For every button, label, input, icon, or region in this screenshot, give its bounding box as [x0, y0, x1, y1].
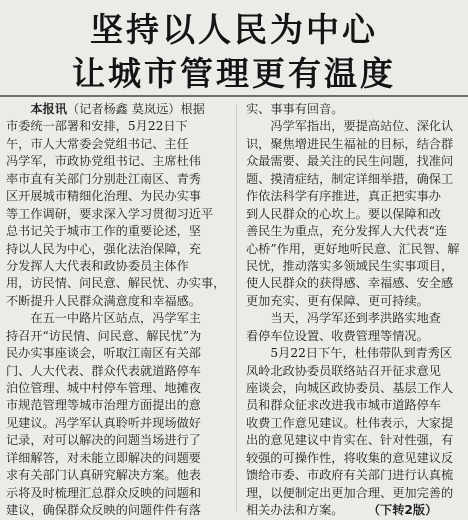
article-line: 率市直有关部门分别赴江南区、青秀: [6, 171, 201, 186]
article-line: 记录，对可以解决的问题当场进行了: [6, 433, 201, 448]
continued-on-page-2[interactable]: （下转2版）: [373, 503, 438, 518]
article-line: 使人民群众的获得感、幸福感、安全感: [246, 276, 454, 291]
article-line: 题、摸清症结，制定详细举措，确保工: [246, 171, 454, 186]
article-line: 善民生为重点，充分发挥人大代表“连: [246, 224, 448, 239]
right-column: [246, 101, 466, 520]
article-line: 示将及时梳理汇总群众反映的问题和: [6, 485, 201, 500]
article-line: 员和群众征求改进我市城市道路停车: [246, 398, 441, 413]
article-line: 民办实事座谈会，听取江南区有关部: [6, 346, 201, 361]
article-line: 建议，确保群众反映的问题件件有落: [6, 503, 201, 518]
article-line: 根据: [180, 102, 205, 116]
article-line: 更加充实、更有保障、更可持续。: [246, 293, 429, 308]
byline-reporters: （记者杨鑫 莫岚远）: [66, 102, 181, 116]
article-line: 门、人大代表、群众代表就道路停车: [6, 363, 201, 378]
article-line: 分发挥人大代表和政协委员主体作: [6, 258, 189, 273]
article-line: 5月22日下午，杜伟带队到青秀区: [246, 346, 453, 361]
article-line: 持召开“访民情、问民意、解民忧”为: [6, 328, 202, 343]
article-line: 用，访民情、问民意、解民忧、办实事，: [6, 276, 226, 291]
article-line: 座谈会，向城区政协委员、基层工作人: [246, 381, 454, 395]
article-line: 相关办法和方案。: [246, 503, 338, 518]
article-line: 不断提升人民群众满意度和幸福感。: [6, 293, 201, 308]
article-line: 实、事事有回音。: [246, 102, 344, 116]
article-line: 收费工作意见建议。杜伟表示，大家提: [246, 415, 454, 430]
headline-line-1: 坚持以人民为中心: [90, 10, 378, 49]
article-line: 冯学军，市政协党组书记、主席杜伟: [6, 154, 201, 169]
article-line: 出的意见建议中肯实在、针对性强，有: [246, 433, 454, 448]
article-line: 到人民群众的心坎上。要以保障和改: [246, 206, 441, 221]
article-line: 作依法科学有序推进，真正把实事办: [246, 189, 441, 204]
article-line: 见建议。冯学军认真聆听并现场做好: [6, 415, 201, 430]
headline-rule: [0, 95, 468, 97]
headline-line-2: 让城市管理更有温度: [72, 54, 396, 93]
article-line: 识，聚焦增进民生福祉的目标，结合群: [246, 136, 454, 151]
byline-prefix: 本报讯: [30, 102, 67, 116]
article-line: 求有关部门认真研究解决方案。他表: [6, 468, 201, 483]
article-line: 持以人民为中心，强化法治保障，充: [6, 241, 201, 256]
article-line: 总书记关于城市工作的重要论述，坚: [6, 224, 201, 239]
article-line: 市委统一部署和安排，5月22日下: [6, 119, 188, 134]
article-line: 在五一中路片区站点，冯学军主: [6, 311, 201, 326]
article-line: 心桥”作用，更好地听民意、汇民智、解: [246, 241, 460, 256]
article-line: 午，市人大常委会党组书记、主任: [6, 136, 189, 151]
article-line: 等工作调研，要求深入学习贯彻习近平: [6, 206, 214, 221]
article-line: 理，以便制定出更加合理、更加完善的: [246, 485, 454, 500]
column-divider: [236, 104, 237, 512]
article-line: 民忧，推动落实多领域民生实事项目，: [246, 258, 454, 273]
article-line: 馈给市委、市政府有关部门进行认真梳: [246, 468, 454, 483]
article-line: 市规范管理等城市治理方面提出的意: [6, 398, 201, 413]
article-line: 区开展城市精细化治理、为民办实事: [6, 189, 201, 204]
article-line: 众最需要、最关注的民生问题，找准问: [246, 154, 454, 169]
article-line: 看停车位设置、收费管理等情况。: [246, 328, 429, 343]
article-line: 凤岭北政协委员联络站召开征求意见: [246, 363, 441, 378]
byline-line: [6, 101, 226, 118]
article-line: 详细解答，对未能立即解决的问题要: [6, 450, 201, 465]
article-line: 较强的可操作性，将收集的意见建议反: [246, 450, 454, 465]
left-column: [6, 101, 226, 520]
article-line: 泊位管理、城中村停车管理、地摊夜: [6, 381, 201, 395]
article-line: 当天，冯学军还到孝洪路实地查: [246, 311, 441, 326]
article-line: 冯学军指出，要提高站位、深化认: [246, 119, 454, 134]
